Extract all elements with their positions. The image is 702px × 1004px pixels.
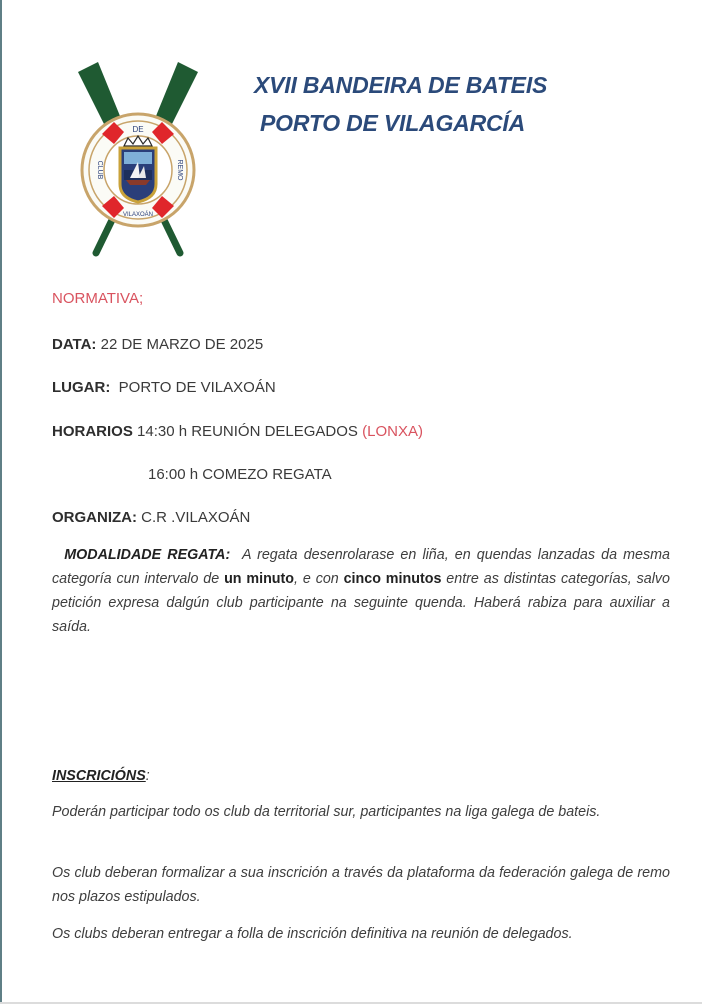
regatta-mode-paragraph: [52, 543, 670, 639]
schedule-regatta-start: 16:00 h COMEZO REGATA: [148, 466, 332, 483]
date-label: DATA:: [52, 336, 97, 353]
organizer-value: C.R .VILAXOÁN: [141, 509, 251, 526]
registrations-heading-colon: :: [145, 768, 150, 784]
event-title: [254, 66, 547, 142]
schedule-label: HORARIOS: [52, 423, 133, 440]
regatta-mode-category-gap: cinco minutos: [343, 571, 442, 587]
registrations-paragraph-3: Os clubs deberan entregar a folla de inscrición definitiva na reunión de delegados.: [52, 926, 573, 942]
schedule-row-1: [52, 423, 423, 440]
regatta-mode-text-3: entre as distintas categorías, salvo petición expresa dalgún club participante na seguinte quenda. Haberá rabiza para auxiliar a saída.: [52, 571, 670, 635]
normativa-heading: NORMATIVA;: [52, 290, 144, 307]
page-left-edge: [0, 0, 2, 1004]
location-value: PORTO DE VILAXOÁN: [118, 379, 276, 396]
title-line-2: PORTO DE VILAGARCÍA: [260, 110, 525, 136]
registrations-heading: [52, 764, 670, 788]
location-label: LUGAR:: [52, 379, 111, 396]
club-logo: [68, 58, 208, 258]
regatta-mode-text-1: A regata desenrolarase en liña, en quendas lanzadas da mesma categoría cun intervalo de: [52, 547, 670, 587]
svg-text:CLUB: CLUB: [96, 160, 103, 180]
organizer-label: ORGANIZA:: [52, 509, 137, 526]
title-line-1: XVII BANDEIRA DE BATEIS: [254, 72, 548, 98]
location-row: [52, 379, 276, 396]
organizer-row: [52, 509, 250, 526]
schedule-delegates-meeting: 14:30 h REUNIÓN DELEGADOS: [137, 423, 358, 440]
registrations-paragraph-1: Poderán participar todo os club da territorial sur, participantes na liga galega de bateis.: [52, 804, 601, 820]
svg-text:REMO: REMO: [176, 159, 183, 181]
registrations-paragraph-2: Os club deberan formalizar a sua inscrición a través da plataforma da federación galega de remo nos plazos estipulados.: [52, 865, 670, 905]
svg-text:DE: DE: [132, 125, 144, 134]
date-row: [52, 336, 263, 353]
registrations-heading-label: INSCRICIÓNS: [52, 768, 146, 784]
regatta-mode-interval: un minuto: [224, 571, 295, 587]
regatta-mode-label: MODALIDADE REGATA:: [64, 547, 231, 563]
shield-icon: [120, 148, 156, 202]
crown-icon: [124, 136, 152, 146]
date-value: 22 DE MARZO DE 2025: [100, 336, 264, 353]
schedule-meeting-place: (LONXA): [362, 423, 423, 440]
regatta-mode-text-2: , e con: [294, 571, 344, 587]
svg-text:VILAXOÁN: VILAXOÁN: [122, 212, 154, 218]
